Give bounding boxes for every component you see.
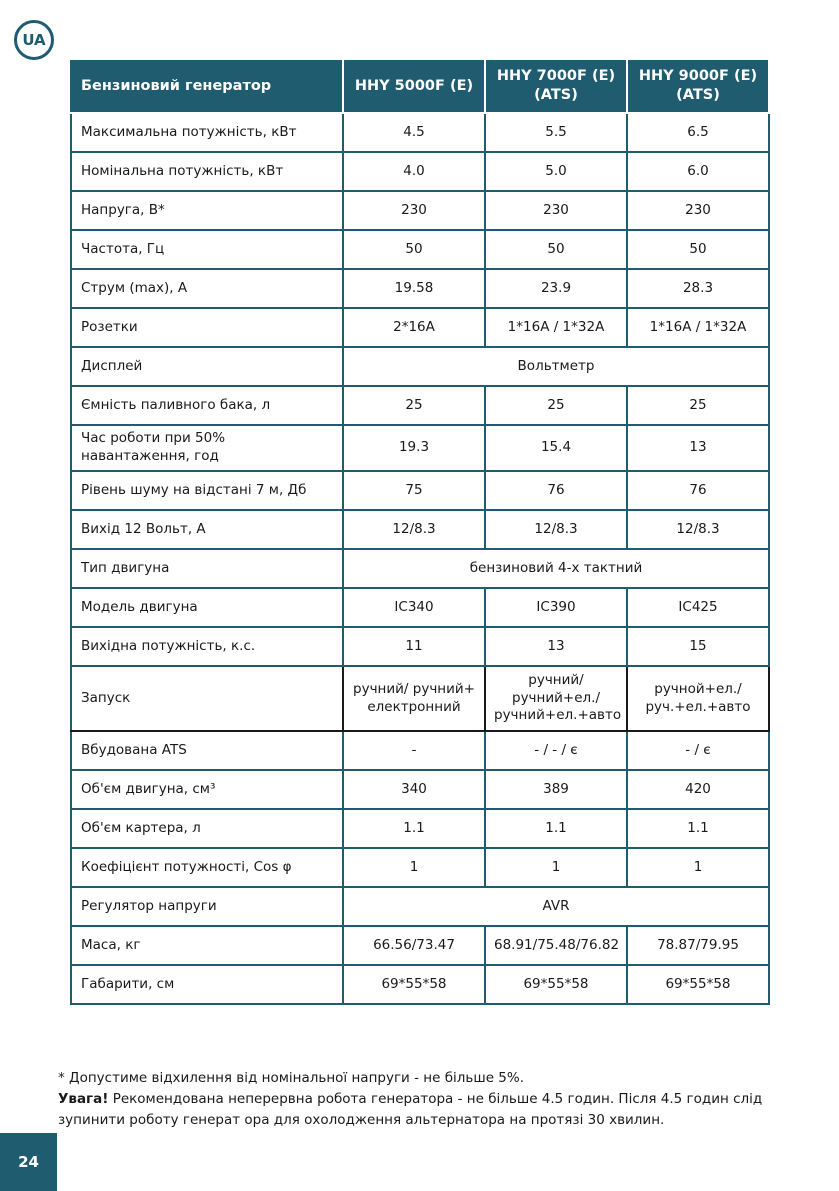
value-cell: 1.1 (627, 809, 769, 848)
notes (58, 1068, 788, 1131)
header-cell: HHY 7000F (E) (ATS) (485, 59, 627, 113)
specifications-table (70, 58, 770, 1005)
row-label: Габарити, см (71, 965, 343, 1004)
value-cell: ручний/ ручний+ електронний (343, 666, 485, 731)
value-cell: 2*16A (343, 308, 485, 347)
value-cell: 1 (343, 848, 485, 887)
value-cell: ручной+ел./ руч.+ел.+авто (627, 666, 769, 731)
row-label: Струм (max), А (71, 269, 343, 308)
warning-note (58, 1089, 788, 1131)
row-label: Рівень шуму на відстані 7 м, Дб (71, 471, 343, 510)
value-cell: 12/8.3 (343, 510, 485, 549)
row-label: Коефіцієнт потужності, Cos φ (71, 848, 343, 887)
value-cell: 15 (627, 627, 769, 666)
row-label: Об'єм двигуна, см³ (71, 770, 343, 809)
row-label: Об'єм картера, л (71, 809, 343, 848)
value-cell: 28.3 (627, 269, 769, 308)
value-cell: 340 (343, 770, 485, 809)
value-cell: 76 (627, 471, 769, 510)
row-label: Розетки (71, 308, 343, 347)
row-label: Запуск (71, 666, 343, 731)
value-cell: 1*16A / 1*32A (485, 308, 627, 347)
value-cell: IC390 (485, 588, 627, 627)
merged-cell: Вольтметр (343, 347, 769, 386)
table-row (71, 627, 769, 666)
row-label: Номінальна потужність, кВт (71, 152, 343, 191)
value-cell: 50 (485, 230, 627, 269)
table-row (71, 191, 769, 230)
value-cell: 19.58 (343, 269, 485, 308)
value-cell: 25 (343, 386, 485, 425)
value-cell: 69*55*58 (485, 965, 627, 1004)
value-cell: 25 (485, 386, 627, 425)
value-cell: 12/8.3 (485, 510, 627, 549)
value-cell: 11 (343, 627, 485, 666)
value-cell: - (343, 731, 485, 770)
value-cell: 1 (627, 848, 769, 887)
row-label: Ємність паливного бака, л (71, 386, 343, 425)
header-cell: Бензиновий генератор (71, 59, 343, 113)
warning-label: Увага! (58, 1091, 109, 1107)
value-cell: 6.5 (627, 113, 769, 152)
value-cell: ручний/ ручний+ел./ ручний+ел.+авто (485, 666, 627, 731)
value-cell: 25 (627, 386, 769, 425)
row-label: Вихід 12 Вольт, А (71, 510, 343, 549)
table-row (71, 347, 769, 386)
table-row (71, 152, 769, 191)
value-cell: 420 (627, 770, 769, 809)
row-label: Регулятор напруги (71, 887, 343, 926)
value-cell: 69*55*58 (627, 965, 769, 1004)
merged-cell: бензиновий 4-х тактний (343, 549, 769, 588)
value-cell: 13 (627, 425, 769, 471)
value-cell: 69*55*58 (343, 965, 485, 1004)
table-row (71, 113, 769, 152)
table-row (71, 666, 769, 731)
merged-cell: AVR (343, 887, 769, 926)
row-label: Дисплей (71, 347, 343, 386)
warning-text: Рекомендована неперервна робота генератора - не більше 4.5 годин. Після 4.5 годин слід зупинити роботу генерат ора для охолодження альтернатора на протязі 30 хвилин. (58, 1091, 763, 1128)
table-row (71, 386, 769, 425)
row-label: Тип двигуна (71, 549, 343, 588)
table-row (71, 471, 769, 510)
value-cell: 78.87/79.95 (627, 926, 769, 965)
value-cell: 66.56/73.47 (343, 926, 485, 965)
row-label: Максимальна потужність, кВт (71, 113, 343, 152)
value-cell: 4.5 (343, 113, 485, 152)
header-cell: HHY 9000F (E) (ATS) (627, 59, 769, 113)
row-label: Маса, кг (71, 926, 343, 965)
value-cell: 1.1 (485, 809, 627, 848)
value-cell: 50 (343, 230, 485, 269)
table-row (71, 308, 769, 347)
row-label: Вихідна потужність, к.с. (71, 627, 343, 666)
table-row (71, 230, 769, 269)
table-row (71, 510, 769, 549)
table-row (71, 770, 769, 809)
row-label: Час роботи при 50% навантаження, год (71, 425, 343, 471)
table-row (71, 926, 769, 965)
value-cell: 1*16A / 1*32A (627, 308, 769, 347)
value-cell: 1.1 (343, 809, 485, 848)
value-cell: 1 (485, 848, 627, 887)
value-cell: 6.0 (627, 152, 769, 191)
table-header-row (71, 59, 769, 113)
table-row (71, 588, 769, 627)
row-label: Напруга, В* (71, 191, 343, 230)
table-row (71, 425, 769, 471)
value-cell: 230 (343, 191, 485, 230)
table-row (71, 549, 769, 588)
table-row (71, 269, 769, 308)
value-cell: 68.91/75.48/76.82 (485, 926, 627, 965)
value-cell: 230 (627, 191, 769, 230)
row-label: Частота, Гц (71, 230, 343, 269)
table-row (71, 848, 769, 887)
value-cell: 23.9 (485, 269, 627, 308)
table-row (71, 731, 769, 770)
value-cell: 15.4 (485, 425, 627, 471)
footnote: * Допустиме відхилення від номінальної напруги - не більше 5%. (58, 1070, 525, 1086)
value-cell: IC340 (343, 588, 485, 627)
value-cell: 4.0 (343, 152, 485, 191)
table-row (71, 965, 769, 1004)
row-label: Модель двигуна (71, 588, 343, 627)
value-cell: 75 (343, 471, 485, 510)
value-cell: - / - / є (485, 731, 627, 770)
row-label: Вбудована ATS (71, 731, 343, 770)
value-cell: - / є (627, 731, 769, 770)
page-number: 24 (0, 1133, 57, 1191)
value-cell: 5.0 (485, 152, 627, 191)
table-row (71, 809, 769, 848)
header-cell: HHY 5000F (E) (343, 59, 485, 113)
value-cell: 50 (627, 230, 769, 269)
value-cell: 12/8.3 (627, 510, 769, 549)
value-cell: IC425 (627, 588, 769, 627)
value-cell: 230 (485, 191, 627, 230)
value-cell: 13 (485, 627, 627, 666)
value-cell: 76 (485, 471, 627, 510)
language-badge: UA (14, 20, 54, 60)
value-cell: 19.3 (343, 425, 485, 471)
table-row (71, 887, 769, 926)
value-cell: 5.5 (485, 113, 627, 152)
value-cell: 389 (485, 770, 627, 809)
table-body (71, 113, 769, 1004)
